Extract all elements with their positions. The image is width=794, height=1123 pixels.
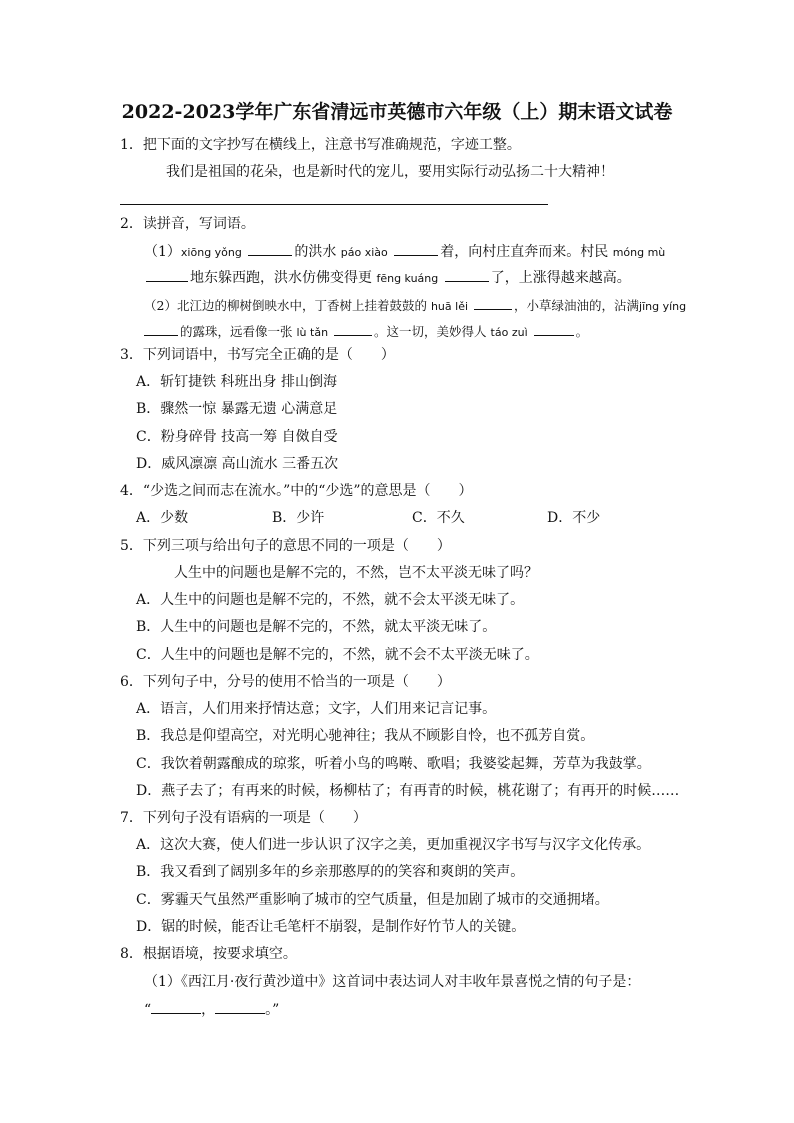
q3-stem: 3．下列词语中，书写完全正确的是（ ） <box>120 347 395 363</box>
q1-answer-line[interactable] <box>120 204 548 205</box>
q2-blank-4[interactable] <box>445 268 489 282</box>
q3-option-c[interactable]: C．粉身碎骨 技高一筹 自傚自受 <box>136 429 338 445</box>
q2-blank-5[interactable] <box>474 296 512 310</box>
q2-blank-6[interactable] <box>144 322 178 336</box>
q2-l2-b: 了，上涨得越来越高。 <box>490 270 631 286</box>
q2-pinyin-6: jīng yíng <box>639 300 687 313</box>
q5-option-a[interactable]: A．人生中的问题也是解不完的，不然，就不会太平淡无味了。 <box>136 592 525 608</box>
q2-blank-1[interactable] <box>248 242 292 256</box>
q2-blank-8[interactable] <box>534 322 574 336</box>
q4-option-b[interactable]: B．少许 <box>272 510 325 526</box>
q5-given-sentence: 人生中的问题也是解不完的，不然，岂不太平淡无味了吗？ <box>174 565 538 581</box>
q2-pinyin-8: táo zuì <box>490 326 528 339</box>
q2-pinyin-7: lù tǎn <box>296 326 329 339</box>
q6-stem: 6．下列句子中，分号的使用不恰当的一项是（ ） <box>120 674 451 690</box>
q3-option-d[interactable]: D．威风凛凛 高山流水 三番五次 <box>136 456 339 472</box>
q2-blank-2[interactable] <box>394 242 438 256</box>
q8-sub1-answer <box>144 1000 279 1019</box>
q8-blank-1[interactable] <box>151 1000 201 1014</box>
q2-l1-num: （1） <box>144 244 181 260</box>
q8-comma: ， <box>201 1002 216 1018</box>
page-title: 2022-2023学年广东省清远市英德市六年级（上）期末语文试卷 <box>121 101 673 123</box>
q2-line-4 <box>144 322 588 342</box>
q1-text: 我们是祖国的花朵，也是新时代的宠儿，要用实际行动弘扬二十大精神！ <box>166 164 614 180</box>
q6-option-c[interactable]: C．我饮着朝露酿成的琼浆，听着小鸟的鸣啭、歌唱；我婆娑起舞，芳草为我鼓掌。 <box>136 756 651 772</box>
q2-l4-c: 。 <box>575 324 589 339</box>
q2-l4-b: 。这一切，美妙得人 <box>374 324 487 339</box>
q4-option-d[interactable]: D．不少 <box>547 510 601 526</box>
q6-option-a[interactable]: A．语言，人们用来抒情达意；文字，人们用来记言记事。 <box>136 701 497 717</box>
q2-l3-b: ，小草绿油油的，沾满 <box>514 298 640 313</box>
q2-l3-a: （2）北江边的柳树倒映水中，丁香树上挂着鼓鼓的 <box>144 298 427 313</box>
q7-option-b[interactable]: B．我又看到了阔别多年的乡亲那憨厚的的笑容和爽朗的笑声。 <box>136 864 525 880</box>
q5-option-b[interactable]: B．人生中的问题也是解不完的，不然，就太平淡无味了。 <box>136 619 497 635</box>
q2-blank-7[interactable] <box>334 322 372 336</box>
q6-option-d[interactable]: D．燕子去了；有再来的时候，杨柳枯了；有再青的时候，桃花谢了；有再开的时候…… <box>136 783 680 799</box>
q3-option-b[interactable]: B．骤然一惊 暴露无遗 心满意足 <box>136 401 338 417</box>
q2-line-1 <box>144 242 665 262</box>
q4-option-c[interactable]: C．不久 <box>412 510 465 526</box>
q2-l1-b: 的洪水 <box>294 244 337 260</box>
q7-option-c[interactable]: C．雾霾天气虽然严重影响了城市的空气质量，但是加剧了城市的交通拥堵。 <box>136 892 609 908</box>
q5-stem: 5．下列三项与给出句子的意思不同的一项是（ ） <box>120 538 451 554</box>
q1-stem: 1．把下面的文字抄写在横线上，注意书写准确规范，字迹工整。 <box>120 137 521 153</box>
q2-l1-c: 着，向村庄直奔而来。村民 <box>440 244 609 260</box>
q8-sub1: （1）《西江月·夜行黄沙道中》这首词中表达词人对丰收年景喜悦之情的句子是： <box>144 974 641 990</box>
q7-option-a[interactable]: A．这次大赛，使人们进一步认识了汉字之美，更加重视汉字书写与汉字文化传承。 <box>136 837 651 853</box>
q2-line-2 <box>146 268 631 288</box>
q2-pinyin-3: móng mù <box>612 246 666 259</box>
q2-pinyin-2: páo xiào <box>340 246 388 259</box>
q4-option-a[interactable]: A．少数 <box>136 510 189 526</box>
q2-stem: 2．读拼音，写词语。 <box>120 216 255 232</box>
q2-pinyin-1: xiōng yǒng <box>180 246 242 259</box>
q8-stem: 8．根据语境，按要求填空。 <box>120 946 297 962</box>
q8-open-quote: “ <box>144 1002 152 1018</box>
q7-option-d[interactable]: D．锯的时候，能否让毛笔杆不崩裂，是制作好竹节人的关键。 <box>136 919 526 935</box>
q8-blank-2[interactable] <box>215 1000 265 1014</box>
q6-option-b[interactable]: B．我总是仰望高空，对光明心驰神往；我从不顾影自怜，也不孤芳自赏。 <box>136 728 595 744</box>
q2-l2-a: 地东躲西跑，洪水仿佛变得更 <box>190 270 372 286</box>
q7-stem: 7．下列句子没有语病的一项是（ ） <box>120 810 367 826</box>
q2-l4-a: 的露珠，远看像一张 <box>180 324 293 339</box>
q5-option-c[interactable]: C．人生中的问题也是解不完的，不然，就不会不太平淡无味了。 <box>136 647 539 663</box>
q8-close-quote: 。” <box>265 1002 280 1018</box>
q2-blank-3[interactable] <box>146 268 188 282</box>
q2-pinyin-4: fēng kuáng <box>376 272 439 285</box>
q3-option-a[interactable]: A．斩钉捷铁 科班出身 排山倒海 <box>136 374 338 390</box>
q2-pinyin-5: huā lěi <box>430 300 469 313</box>
q4-stem: 4．“少选之间而志在流水。”中的“少选”的意思是（ ） <box>120 483 473 499</box>
q2-line-3 <box>144 296 686 316</box>
